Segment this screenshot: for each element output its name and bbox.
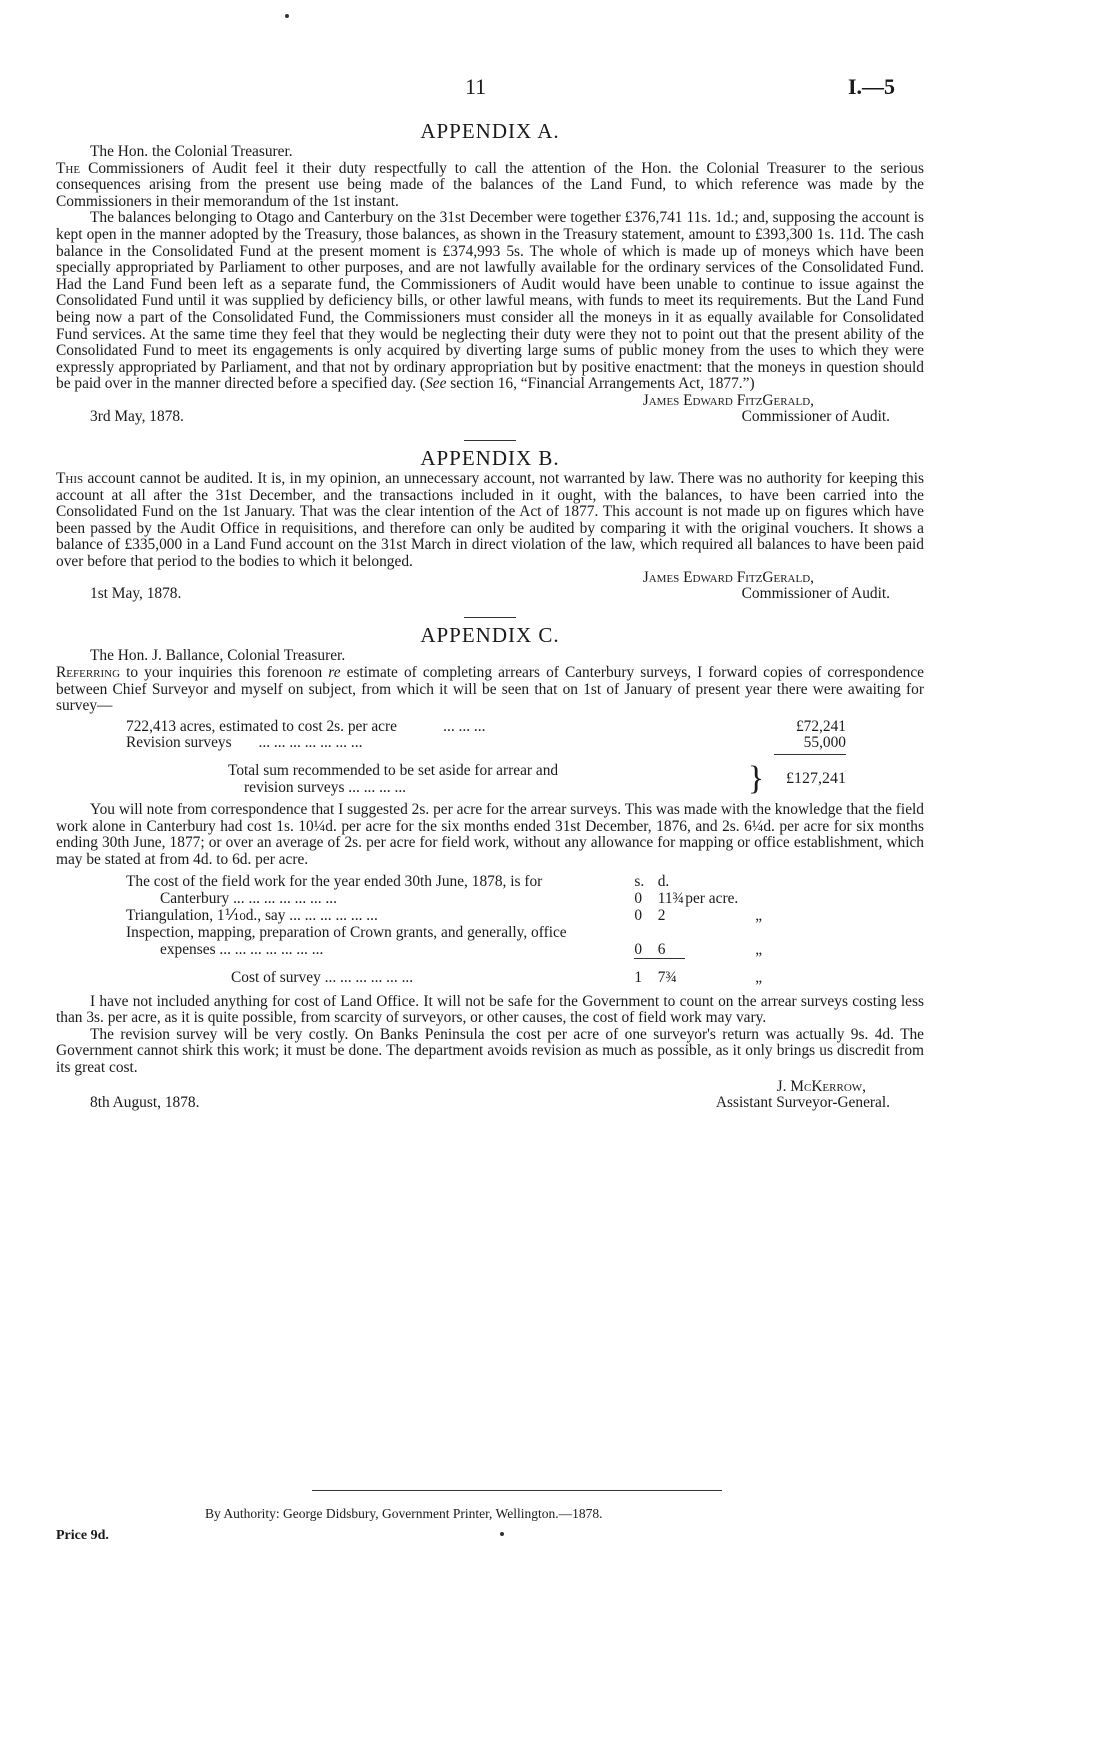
appendix-a-paragraph-2: The balances belonging to Otago and Canterbury on the 31st December were together £376,741 11s. 1d.; and, supposing the account is kept open in the manner adopted by the Treasury, those balances, as shown in the Treasury statement, amount to £393,300 1s. 11d. The cash balance in the Consolidated Fund at the present moment is £374,993 5s. The whole of which is made up of moneys which have been specially appropriated by Parliament to other purposes, and are not lawfully available for the ordinary services of the Consolidated Fund. Had the Land Fund been left as a separate fund, the Commissioners of Audit would have been unable to continue to issue against the Consolidated Fund until it was supplied by deficiency bills, or other lawful means, with funds to meet its requirements. But the Land Fund being now a part of the Consolidated Fund, the Commissioners must consider all the moneys in it as equally available for Consolidated Fund services. At the same time they feel that they would be neglecting their duty were they not to point out that the present ability of the Consolidated Fund to meet its engagements is only acquired by diverting large sums of public money from the uses to which they were expressly appropriated by Parliament, and that not by ordinary appropriation but by positive enactment: that the moneys in question should be paid over in the manner directed before a specified day. (See section 16, “Financial Arrangements Act, 1877.”) — [56, 209, 924, 393]
printer-imprint: By Authority: George Didsbury, Government Printer, Wellington.—1878. — [205, 1506, 603, 1521]
signature-date: 1st May, 1878. — [90, 585, 182, 603]
brace: } — [747, 760, 765, 798]
signatory-name: J. McKerrow, — [776, 1077, 866, 1095]
appendix-b-signature — [56, 570, 924, 603]
estimate-row — [126, 719, 846, 736]
appendix-c-addressee: The Hon. J. Ballance, Colonial Treasurer. — [90, 647, 346, 665]
signatory-title: Commissioner of Audit. — [741, 407, 890, 425]
appendix-a — [56, 118, 924, 426]
section-divider — [464, 440, 516, 441]
lead-word: Referring — [56, 664, 121, 682]
estimate-label: 722,413 acres, estimated to cost 2s. per acre ... ... ... — [126, 717, 486, 735]
appendix-a-title: APPENDIX A. — [420, 119, 560, 143]
signatory-name: James Edward FitzGerald, — [642, 569, 814, 587]
signatory-title: Commissioner of Audit. — [741, 585, 890, 603]
sum-rule — [634, 958, 685, 969]
table-row: expenses ... ... ... ... ... ... ... 0 6 „ — [160, 940, 763, 959]
table-row: The cost of the field work for the year ended 30th June, 1878, is for s. d. — [126, 873, 846, 890]
survey-cost-table — [126, 873, 846, 986]
appendix-c-signature — [56, 1079, 924, 1112]
page-reference: I.—5 — [848, 74, 896, 99]
signatory-name: James Edward FitzGerald, — [642, 391, 814, 409]
appendix-b-title: APPENDIX B. — [420, 445, 560, 470]
lead-word: The — [56, 159, 81, 177]
table-row: Inspection, mapping, preparation of Crown grants, and generally, office — [126, 923, 567, 941]
price-label: Price 9d. — [56, 1528, 109, 1543]
appendix-c-paragraph-4: The revision survey will be very costly. On Banks Peninsula the cost per acre of one surveyor's return was actually 9s. 4d. The Government cannot shirk this work; it must be done. The department avoids revision as much as possible, as it only brings us discredit from its great cost. — [56, 1025, 924, 1076]
signature-date: 8th August, 1878. — [90, 1093, 200, 1111]
survey-estimate — [126, 719, 846, 755]
signatory-title: Assistant Surveyor-General. — [715, 1093, 890, 1111]
column-header: d. — [657, 872, 670, 890]
section-divider — [464, 617, 516, 618]
total-amount: £127,241 — [786, 770, 846, 788]
table-row: Canterbury ... ... ... ... ... ... ... 0 11¾ per acre. — [160, 889, 739, 907]
page-content — [56, 118, 924, 1112]
estimate-row — [126, 735, 846, 752]
appendix-c-title: APPENDIX C. — [420, 623, 560, 648]
sum-rule — [774, 754, 846, 755]
appendix-c — [56, 622, 924, 1111]
appendix-b-paragraph-1: This account cannot be audited. It is, in my opinion, an unnecessary account, not warranted by law. There was no authority for keeping this account at all after the 31st December, and the transactions included in it ought, with the balances, to have been carried into the Consolidated Fund on the 1st January. That was the clear intention of the Act of 1877. This account is not made up on figures which have been passed by the Audit Office in requisitions, and therefore can only be audited by comparing it with the original vouchers. It shows a balance of £335,000 in a Land Fund account on the 31st March in direct violation of the law, which required all balances to have been paid over before that period to the bodies to which it belonged. — [56, 469, 924, 570]
print-speck — [500, 1532, 504, 1536]
print-speck — [285, 14, 289, 18]
appendix-c-paragraph-3: I have not included anything for cost of Land Office. It will not be safe for the Government to count on the arrear surveys costing less than 3s. per acre, as it is quite possible, from scarcity of surveyors, or other causes, the cost of field work may vary. — [56, 992, 924, 1027]
appendix-a-paragraph-1: The Commissioners of Audit feel it their duty respectfully to call the attention of the Hon. the Colonial Treasurer to the serious consequences arising from the present use being made of the balances of the Land Fund, to which reference was made by the Commissioners in their memorandum of the 1st instant. — [56, 159, 924, 210]
page-header — [0, 74, 1114, 104]
signature-date: 3rd May, 1878. — [90, 407, 184, 425]
estimate-amount: £72,241 — [795, 717, 846, 735]
appendix-b — [56, 445, 924, 604]
appendix-a-signature — [56, 393, 924, 426]
estimate-total: Total sum recommended to be set aside for arrear and revision surveys ... ... ... ... } £127,241 — [228, 760, 846, 798]
page-number: 11 — [465, 74, 487, 99]
appendix-a-addressee: The Hon. the Colonial Treasurer. — [90, 143, 293, 160]
estimate-amount: 55,000 — [803, 734, 846, 752]
estimate-label: Revision surveys ... ... ... ... ... ... ... — [126, 734, 363, 752]
lead-word: This — [56, 469, 84, 487]
appendix-c-paragraph-1: Referring to your inquiries this forenoon re estimate of completing arrears of Canterbury surveys, I forward copies of correspondence between Chief Surveyor and myself on subject, from which it will be seen that on 1st of January of present year there were awaiting for survey— — [56, 664, 924, 715]
table-row: Triangulation, 1⅒d., say ... ... ... ... ... ... 0 2 „ — [126, 906, 763, 924]
table-row: Cost of survey ... ... ... ... ... ... 1 7¾ „ — [231, 968, 763, 986]
column-header: s. — [634, 872, 645, 890]
footer-divider — [312, 1490, 722, 1491]
appendix-c-paragraph-2: You will note from correspondence that I suggested 2s. per acre for the arrear surveys. This was made with the knowledge that the field work alone in Canterbury had cost 1s. 10¼d. per acre for the six months ended 31st December, 1876, and 2s. 6¼d. per acre for six months ending 30th June, 1877; or over an average of 2s. per acre for field work, without any allowance for mapping or office establishment, which may be stated at from 4d. to 6d. per acre. — [56, 801, 924, 868]
